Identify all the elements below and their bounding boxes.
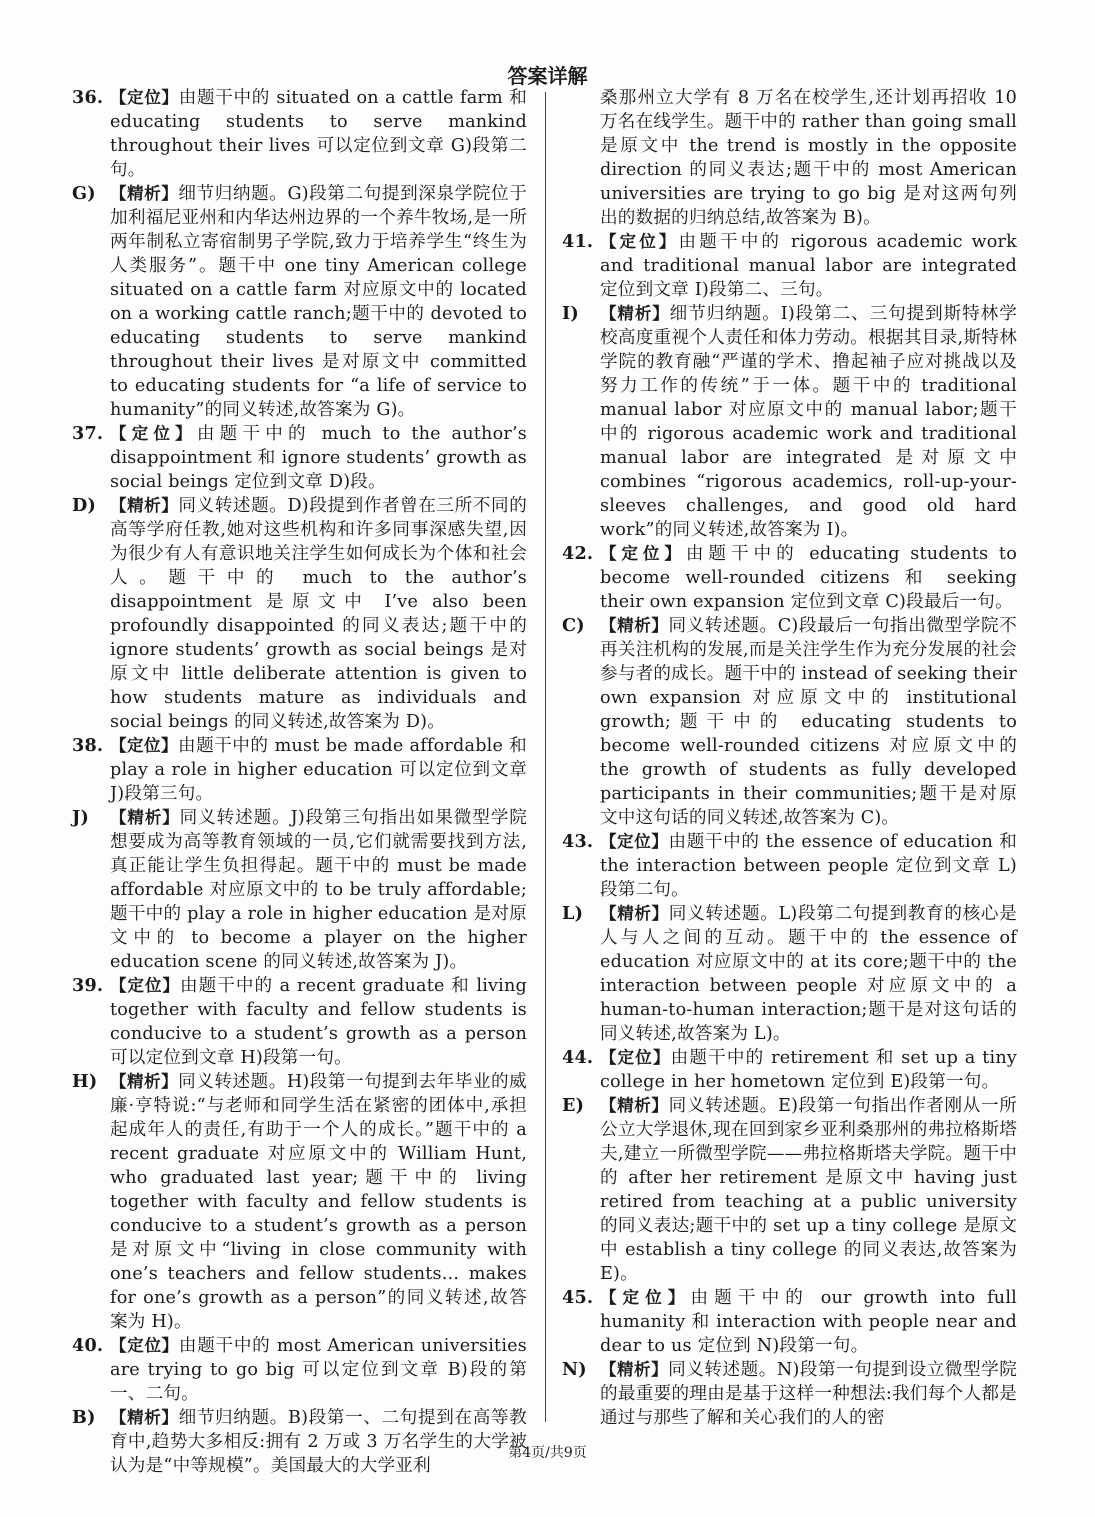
entry-label: E) xyxy=(562,1095,585,1116)
entry-label: 43. xyxy=(562,831,594,852)
entry-text: 由题干中的 much to the author’s disappointment 和 ignore students’ growth as social beings 定位到文章 D)段。 xyxy=(110,424,527,492)
entry-label: 45. xyxy=(562,1287,594,1308)
entry-text: 由题干中的 most American universities are trying to go big 可以定位到文章 B)段的第一、二句。 xyxy=(110,1336,527,1404)
answer-entry xyxy=(562,830,1017,902)
left-column xyxy=(72,86,527,1478)
answer-entry xyxy=(562,1094,1017,1286)
entry-tag: 【精析】 xyxy=(600,616,669,635)
answer-entry xyxy=(562,230,1017,302)
entry-text: 由题干中的 the essence of education 和 the interaction between people 定位到文章 L)段第二句。 xyxy=(600,832,1017,900)
entry-label: 39. xyxy=(72,975,104,996)
entry-label: 37. xyxy=(72,423,104,444)
entry-label: 44. xyxy=(562,1047,594,1068)
answer-entry xyxy=(562,614,1017,830)
entry-label: C) xyxy=(562,615,585,636)
answer-entry xyxy=(72,86,527,182)
entry-text: 同义转述题。E)段第一句指出作者刚从一所公立大学退休,现在回到家乡亚利桑那州的弗拉格斯塔夫,建立一所微型学院——弗拉格斯塔夫学院。题干中的 after her retirement 是原文中 having just retired from teaching at a public university 的同义表达;题干中的 set up a tiny college 是原文中 establish a tiny college 的同义表达,故答案为 E)。 xyxy=(600,1096,1017,1284)
entry-tag: 【定位】 xyxy=(110,976,181,995)
entry-tag: 【定位】 xyxy=(600,1288,691,1307)
answer-entry xyxy=(562,86,1017,230)
entry-tag: 【定位】 xyxy=(600,232,679,251)
entry-tag: 【定位】 xyxy=(600,1048,671,1067)
entry-label: 42. xyxy=(562,543,594,564)
entry-label: J) xyxy=(72,807,90,828)
page-number: 第4页/共9页 xyxy=(508,1445,587,1461)
entry-label: G) xyxy=(72,183,96,204)
entry-label: 36. xyxy=(72,87,104,108)
answer-entry xyxy=(72,734,527,806)
entry-text: 细节归纳题。G)段第二句提到深泉学院位于加利福尼亚州和内华达州边界的一个养牛牧场,是一所两年制私立寄宿制男子学院,致力于培养学生“终生为人类服务”。题干中 one tiny American college situated on a cattle farm 对应原文中的 located on a working cattle ranch;题干中的 devoted to educating students to serve mankind throughout their lives 是对原文中 committed to educating students for “a life of service to humanity”的同义转述,故答案为 G)。 xyxy=(110,184,528,420)
entry-tag: 【精析】 xyxy=(600,304,670,323)
entry-tag: 【定位】 xyxy=(110,424,197,443)
entry-tag: 【定位】 xyxy=(110,736,179,755)
answer-entry xyxy=(562,1046,1017,1094)
entry-text: 由题干中的 educating students to become well-rounded citizens 和 seeking their own expansion 定位到文章 C)段最后一句。 xyxy=(600,544,1017,612)
entry-text: 细节归纳题。I)段第二、三句提到斯特林学校高度重视个人责任和体力劳动。根据其目录,斯特林学院的教育融“严谨的学术、撸起袖子应对挑战以及努力工作的传统”于一体。题干中的 traditional manual labor 对应原文中的 manual labor;题干中的 rigorous academic work and traditional manual labor are integrated 是对原文中 combines “rigorous academics, roll-up-your-sleeves challenges, and good old hard work”的同义转述,故答案为 I)。 xyxy=(600,304,1017,540)
entry-text: 同义转述题。L)段第二句提到教育的核心是人与人之间的互动。题干中的 the essence of education 对应原文中的 at its core;题干中的 the interaction between people 对应原文中的 a human-to-human interaction;题干是对这句话的同义转述,故答案为 L)。 xyxy=(600,904,1017,1044)
entry-tag: 【定位】 xyxy=(600,832,669,851)
entry-text: 由题干中的 a recent graduate 和 living together with faculty and fellow students is conducive to a student’s growth as a person 可以定位到文章 H)段第一句。 xyxy=(110,976,527,1068)
entry-label: 38. xyxy=(72,735,104,756)
column-divider xyxy=(545,92,546,1422)
entry-text: 由题干中的 retirement 和 set up a tiny college in her hometown 定位到 E)段第一句。 xyxy=(600,1048,1017,1092)
right-column xyxy=(562,86,1017,1430)
entry-tag: 【精析】 xyxy=(110,808,180,827)
entry-text: 由题干中的 must be made affordable 和 play a role in higher education 可以定位到文章 J)段第三句。 xyxy=(110,736,527,804)
entry-tag: 【精析】 xyxy=(110,1408,179,1427)
entry-tag: 【精析】 xyxy=(600,1360,669,1379)
answer-entry xyxy=(72,1334,527,1406)
entry-tag: 【精析】 xyxy=(110,184,179,203)
entry-tag: 【精析】 xyxy=(600,1096,669,1115)
answer-entry xyxy=(562,302,1017,542)
entry-text: 由题干中的 our growth into full humanity 和 interaction with people near and dear to us 定位到 N)段第一句。 xyxy=(600,1288,1017,1356)
answer-entry xyxy=(72,806,527,974)
answer-entry xyxy=(562,1358,1017,1430)
entry-label: 41. xyxy=(562,231,594,252)
entry-label: I) xyxy=(562,303,579,324)
answer-entry xyxy=(562,1286,1017,1358)
answer-entry xyxy=(562,542,1017,614)
entry-label: N) xyxy=(562,1359,587,1380)
entry-text: 同义转述题。C)段最后一句指出微型学院不再关注机构的发展,而是关注学生作为充分发展的社会参与者的成长。题干中的 instead of seeking their own expansion 对应原文中的 institutional growth;题干中的 educating students to become well-rounded citizens 对应原文中的 the growth of students as fully developed participants in their communities;题干是对原文中这句话的同义转述,故答案为 C)。 xyxy=(600,616,1018,828)
entry-tag: 【精析】 xyxy=(110,1072,179,1091)
answer-entry xyxy=(562,902,1017,1046)
page-title: 答案详解 xyxy=(507,64,588,88)
entry-label: B) xyxy=(72,1407,96,1428)
entry-text: 由题干中的 situated on a cattle farm 和 educating students to serve mankind throughout their lives 可以定位到文章 G)段第二句。 xyxy=(110,88,527,180)
entry-text: 同义转述题。H)段第一句提到去年毕业的威廉·亨特说:“与老师和同学生活在紧密的团体中,承担起成年人的责任,有助于一个人的成长。”题干中的 a recent graduate 对应原文中的 William Hunt, who graduated last year;题干中的 living together with faculty and fellow students is conducive to a student’s growth as a person 是对原文中“living in close community with one’s teachers and fellow students... makes for one’s growth as a person”的同义转述,故答案为 H)。 xyxy=(110,1072,527,1332)
entry-tag: 【定位】 xyxy=(110,88,179,107)
entry-tag: 【精析】 xyxy=(110,496,179,515)
entry-label: D) xyxy=(72,495,96,516)
entry-text: 桑那州立大学有 8 万名在校学生,还计划再招收 10 万名在线学生。题干中的 rather than going small 是原文中 the trend is mostly in the opposite direction 的同义表达;题干中的 most American universities are trying to go big 是对这两句列出的数据的归纳总结,故答案为 B)。 xyxy=(600,88,1017,228)
entry-text: 同义转述题。J)段第三句指出如果微型学院想要成为高等教育领域的一员,它们就需要找到方法,真正能让学生负担得起。题干中的 must be made affordable 对应原文中的 to be truly affordable;题干中的 play a role in higher education 是对原文中的 to become a player on the higher education scene 的同义转述,故答案为 J)。 xyxy=(110,808,527,972)
entry-label: H) xyxy=(72,1071,98,1092)
entry-tag: 【定位】 xyxy=(110,1336,179,1355)
entry-text: 同义转述题。N)段第一句提到设立微型学院的最重要的理由是基于这样一种想法:我们每个人都是通过与那些了解和关心我们的人的密 xyxy=(600,1360,1017,1428)
answer-entry xyxy=(72,974,527,1070)
entry-label: 40. xyxy=(72,1335,104,1356)
entry-text: 由题干中的 rigorous academic work and traditional manual labor are integrated 定位到文章 I)段第二、三句。 xyxy=(600,232,1017,300)
answer-entry xyxy=(72,1070,527,1334)
entry-tag: 【精析】 xyxy=(600,904,669,923)
answer-entry xyxy=(72,182,527,422)
answer-entry xyxy=(72,494,527,734)
entry-label: L) xyxy=(562,903,584,924)
answer-entry xyxy=(72,422,527,494)
entry-text: 同义转述题。D)段提到作者曾在三所不同的高等学府任教,她对这些机构和许多同事深感失望,因为很少有人有意识地关注学生如何成长为个体和社会人。题干中的 much to the author’s disappointment 是原文中 I’ve also been profoundly disappointed 的同义表达;题干中的 ignore students’ growth as social beings 是对原文中 little deliberate attention is given to how students mature as individuals and social beings 的同义转述,故答案为 D)。 xyxy=(110,496,527,732)
entry-tag: 【定位】 xyxy=(600,544,686,563)
entry-text: 细节归纳题。B)段第一、二句提到在高等教育中,趋势大多相反:拥有 2 万或 3 万名学生的大学被认为是“中等规模”。美国最大的大学亚利 xyxy=(110,1408,527,1476)
